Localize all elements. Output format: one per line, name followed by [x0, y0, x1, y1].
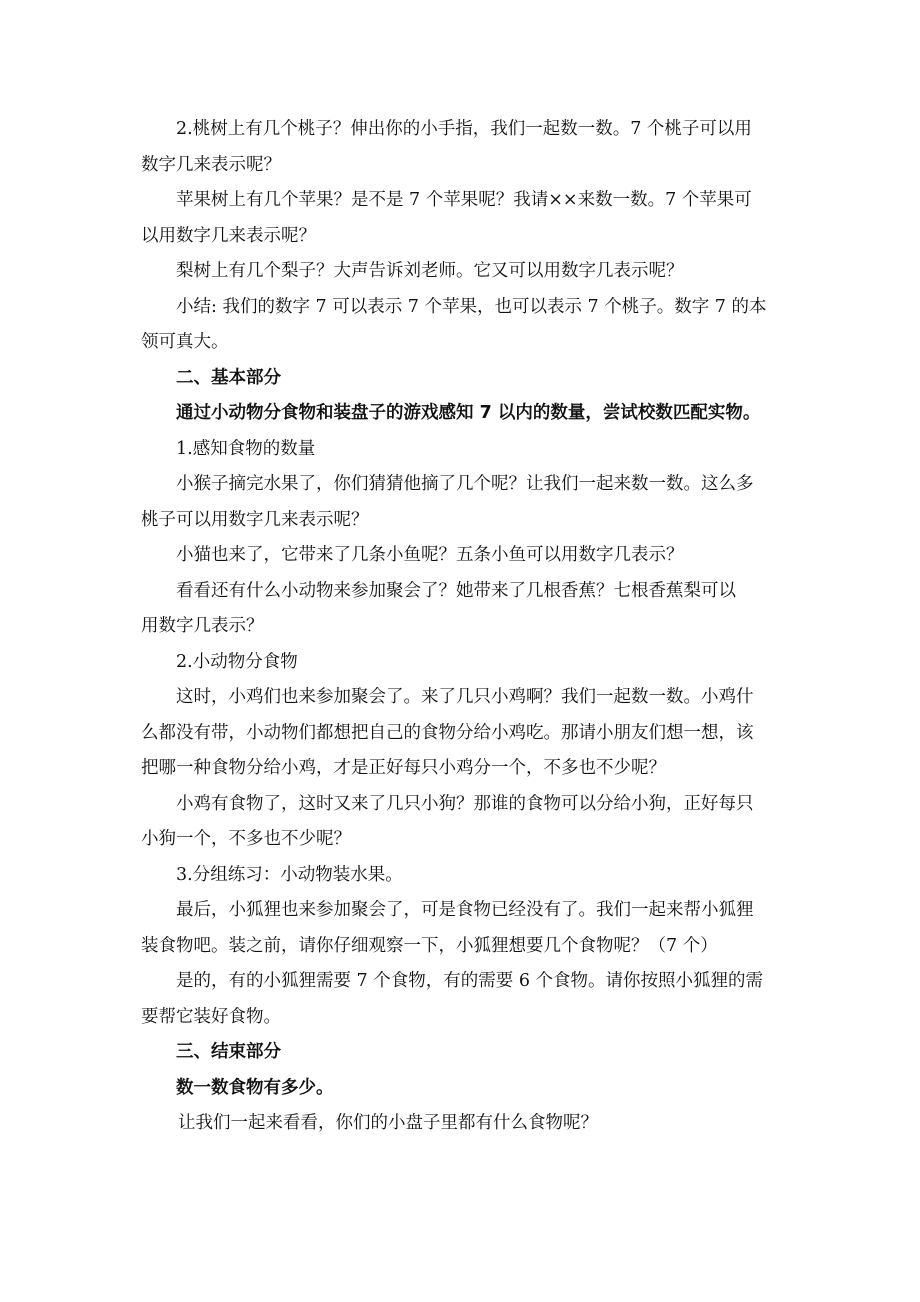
paragraph-apple	[141, 183, 781, 254]
text-line: 要帮它装好食物。	[141, 1006, 281, 1027]
text-line: 装食物吧。装之前，请你仔细观察一下，小狐狸想要几个食物呢？（7 个）	[141, 935, 718, 956]
paragraph-pear	[141, 254, 781, 290]
section-goal-basic: 通过小动物分食物和装盘子的游戏感知 7 以内的数量，尝试校数匹配实物。	[176, 403, 761, 423]
text-line: 小猴子摘完水果了，你们猜猜他摘了几个呢？让我们一起来数一数。这么多	[176, 474, 754, 494]
text-line: 小猫也来了，它带来了几条小鱼呢？五条小鱼可以用数字几表示？	[176, 545, 684, 565]
text-line: 看看还有什么小动物来参加聚会了？她带来了几根香蕉？七根香蕉梨可以	[176, 580, 736, 601]
text-line: 领可真大。	[141, 332, 229, 352]
section-goal-end: 数一数食物有多少。	[176, 1077, 334, 1098]
paragraph-summary	[141, 290, 781, 361]
paragraph-fox	[141, 893, 781, 964]
paragraph-chicks	[141, 680, 781, 787]
paragraph-cat	[141, 538, 781, 574]
text-line: 这时，小鸡们也来参加聚会了。来了几只小鸡啊？我们一起数一数。小鸡什	[176, 687, 754, 707]
text-line: 把哪一种食物分给小鸡，才是正好每只小鸡分一个，不多也不少呢？	[141, 758, 666, 778]
text-line: 小结: 我们的数字 7 可以表示 7 个苹果，也可以表示 7 个桃子。数字 7 的本	[176, 296, 767, 317]
paragraph-dogs	[141, 787, 781, 858]
paragraph-banana	[141, 574, 781, 645]
text-line: 2.桃树上有几个桃子？伸出你的小手指，我们一起数一数。7 个桃子可以用	[176, 119, 752, 139]
subheading-share: 2.小动物分食物	[176, 651, 298, 672]
text-line: 小狗一个，不多也不少呢？	[141, 829, 351, 849]
paragraph-fox-need	[141, 964, 781, 1035]
text-line: 梨树上有几个梨子？大声告诉刘老师。它又可以用数字几表示呢？	[176, 261, 684, 281]
text-line: 小鸡有食物了，这时又来了几只小狗？那谁的食物可以分给小狗，正好每只	[176, 793, 754, 814]
section-heading-basic: 二、基本部分	[176, 367, 281, 388]
document-page	[141, 112, 781, 1142]
subheading-group-practice: 3.分组练习：小动物装水果。	[176, 864, 403, 885]
paragraph-closing: 让我们一起来看看，你们的小盘子里都有什么食物呢？	[178, 1113, 598, 1133]
text-line: 最后，小狐狸也来参加聚会了，可是食物已经没有了。我们一起来帮小狐狸	[176, 900, 754, 920]
text-line: 数字几来表示呢？	[141, 154, 281, 175]
section-heading-end: 三、结束部分	[176, 1042, 281, 1062]
paragraph-monkey	[141, 467, 781, 538]
text-line: 苹果树上有几个苹果？是不是 7 个苹果呢？我请××来数一数。7 个苹果可	[176, 190, 752, 210]
text-line: 用数字几表示？	[141, 616, 264, 636]
paragraph-peach	[141, 112, 781, 183]
text-line: 是的，有的小狐狸需要 7 个食物，有的需要 6 个食物。请你按照小狐狸的需	[176, 971, 764, 991]
subheading-perceive: 1.感知食物的数量	[176, 438, 316, 459]
text-line: 桃子可以用数字几来表示呢？	[141, 509, 369, 530]
text-line: 以用数字几来表示呢？	[141, 225, 316, 246]
text-line: 么都没有带，小动物们都想把自己的食物分给小鸡吃。那请小朋友们想一想，该	[141, 722, 754, 743]
